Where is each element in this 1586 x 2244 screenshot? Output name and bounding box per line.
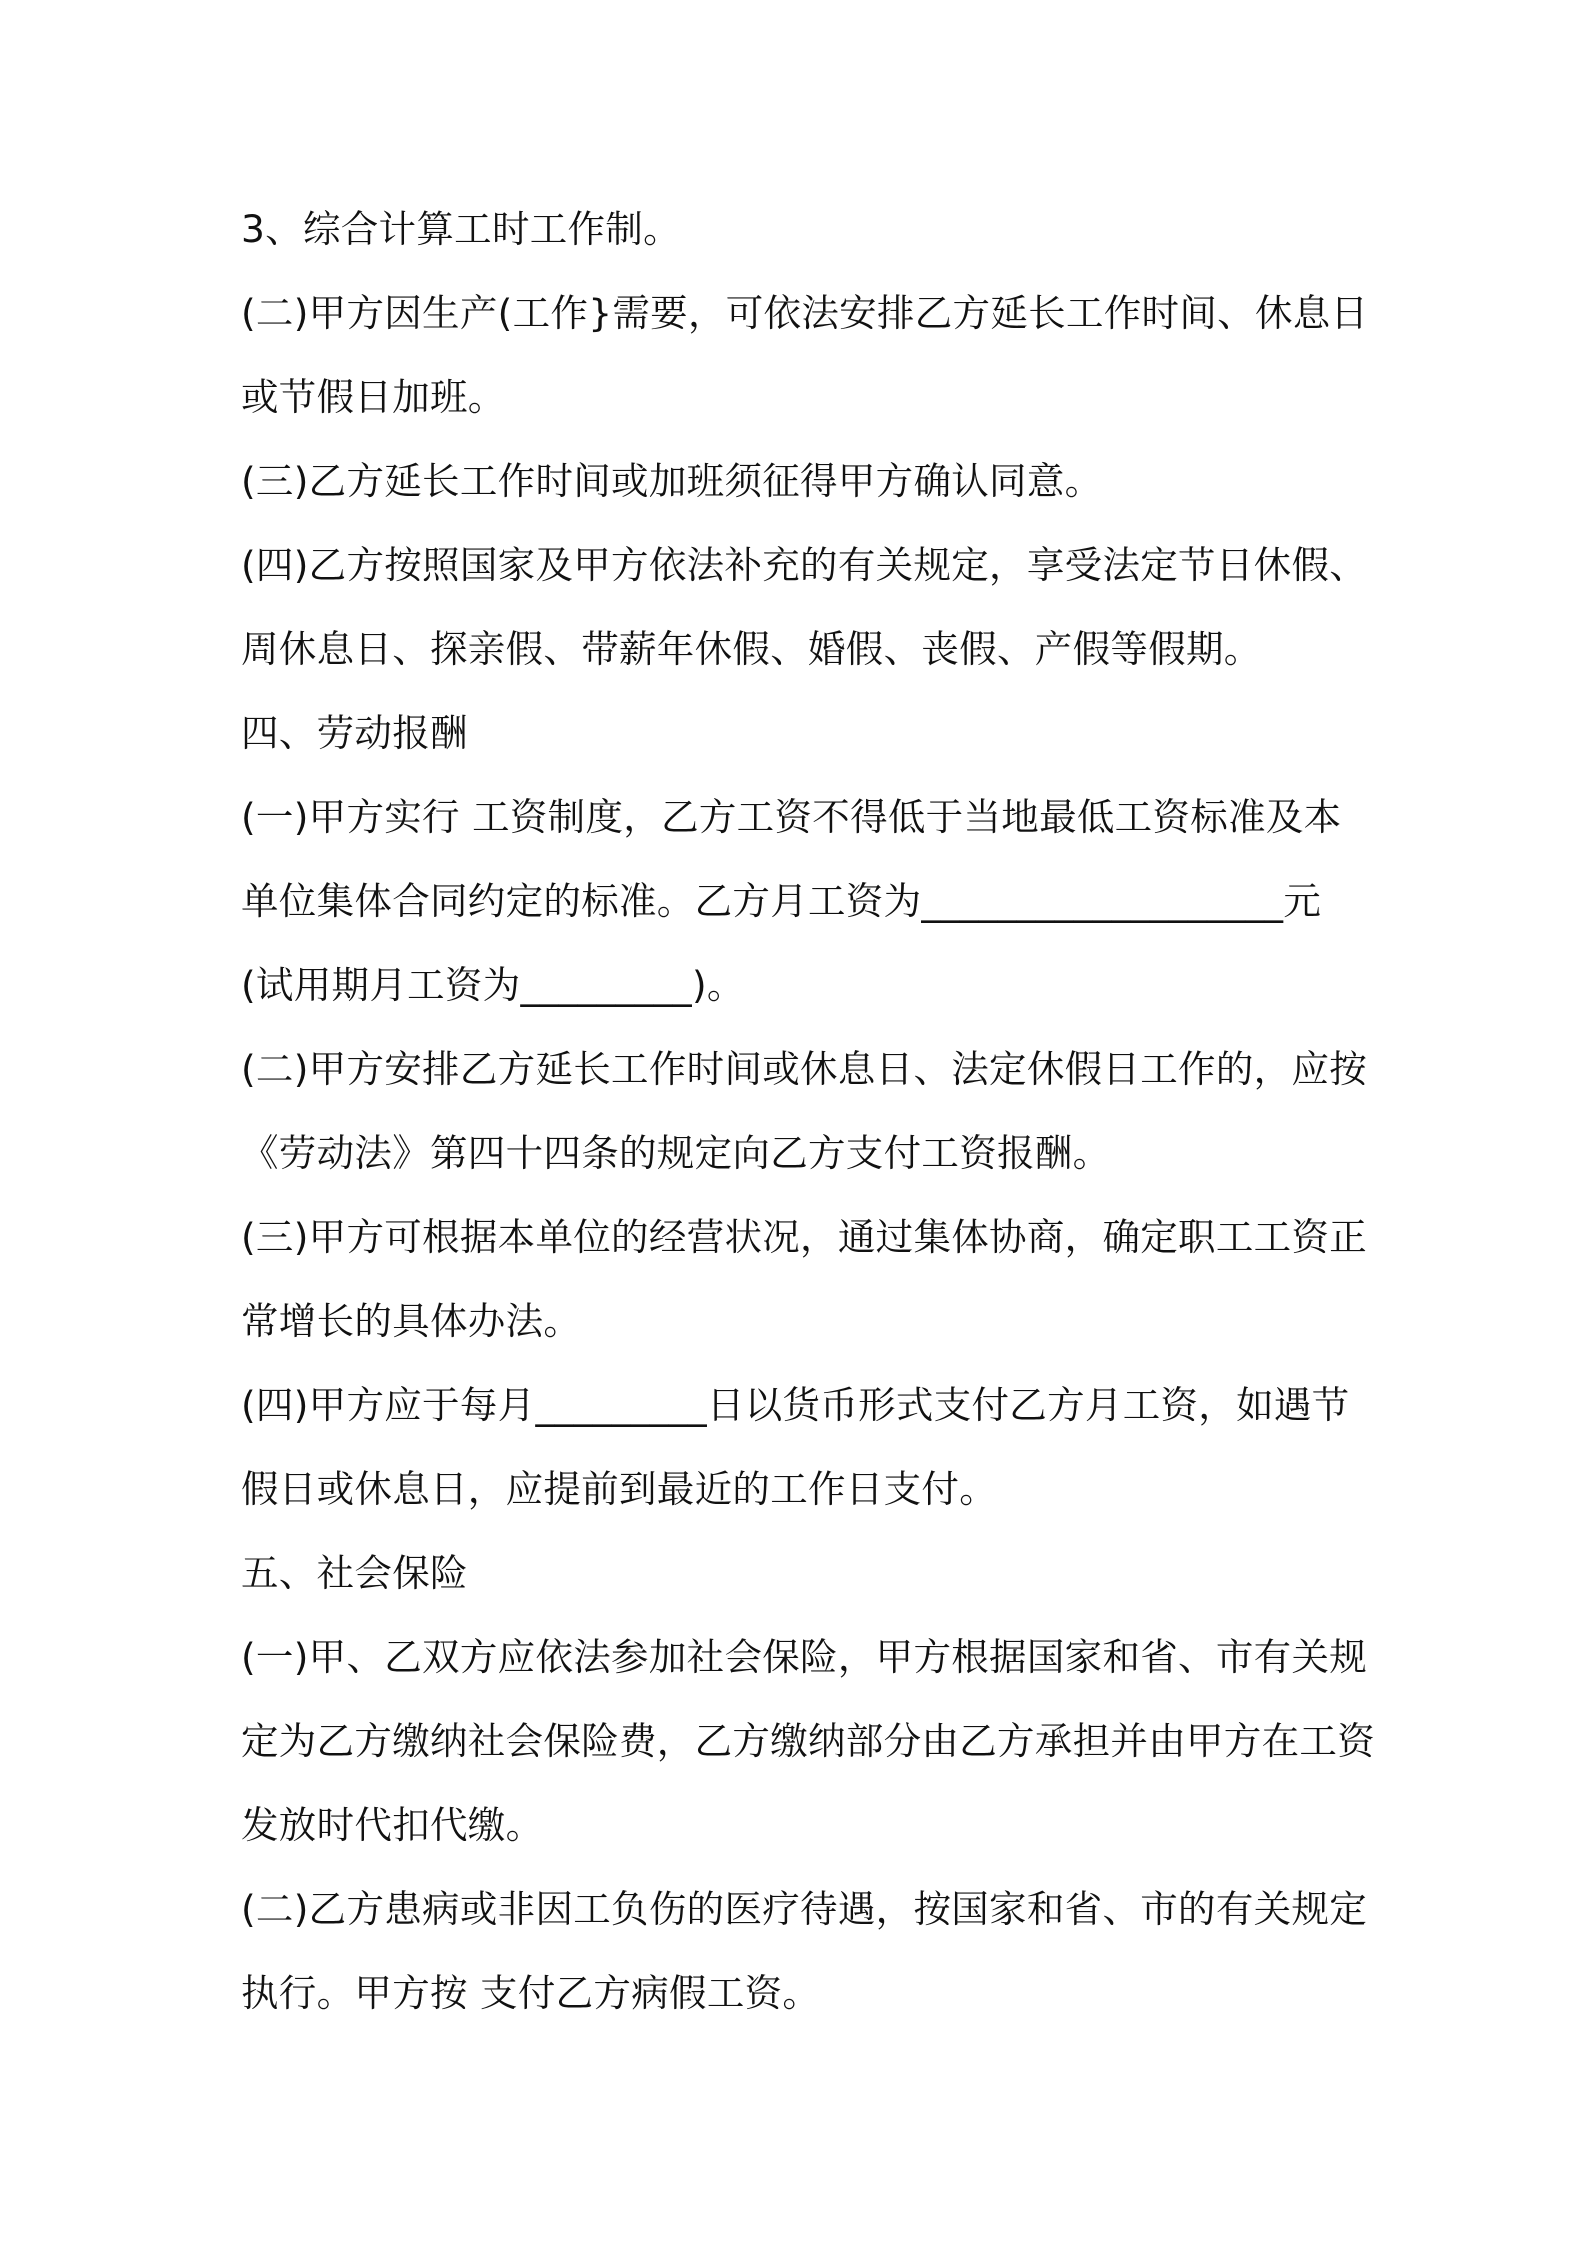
doc-line: 执行。甲方按 支付乙方病假工资。 bbox=[241, 1971, 821, 2015]
doc-line: (二)甲方因生产(工作}需要，可依法安排乙方延长工作时间、休息日 bbox=[241, 291, 1369, 335]
doc-line: 周休息日、探亲假、带薪年休假、婚假、丧假、产假等假期。 bbox=[241, 627, 1262, 671]
doc-line: 单位集体合同约定的标准。乙方月工资为___________________元 bbox=[241, 879, 1322, 923]
section-heading: 五、社会保险 bbox=[241, 1551, 468, 1595]
doc-line: (三)乙方延长工作时间或加班须征得甲方确认同意。 bbox=[241, 459, 1103, 503]
doc-line: (四)甲方应于每月_________日以货币形式支付乙方月工资，如遇节 bbox=[241, 1383, 1350, 1427]
doc-line: (一)甲、乙双方应依法参加社会保险，甲方根据国家和省、市有关规 bbox=[241, 1635, 1368, 1679]
doc-line: (四)乙方按照国家及甲方依法补充的有关规定，享受法定节日休假、 bbox=[241, 543, 1368, 587]
doc-line: 发放时代扣代缴。 bbox=[241, 1803, 544, 1847]
doc-line: (三)甲方可根据本单位的经营状况，通过集体协商，确定职工工资正 bbox=[241, 1215, 1368, 1259]
doc-line: (二)乙方患病或非因工负伤的医疗待遇，按国家和省、市的有关规定 bbox=[241, 1887, 1368, 1931]
doc-line: (二)甲方安排乙方延长工作时间或休息日、法定休假日工作的，应按 bbox=[241, 1047, 1368, 1091]
doc-line: (试用期月工资为_________)。 bbox=[241, 963, 745, 1007]
section-heading: 四、劳动报酬 bbox=[241, 711, 468, 755]
doc-line: 或节假日加班。 bbox=[241, 375, 506, 419]
doc-line: 3、综合计算工时工作制。 bbox=[241, 207, 681, 251]
doc-line: 假日或休息日，应提前到最近的工作日支付。 bbox=[241, 1467, 997, 1511]
doc-line: 定为乙方缴纳社会保险费，乙方缴纳部分由乙方承担并由甲方在工资 bbox=[241, 1719, 1375, 1763]
doc-line: 常增长的具体办法。 bbox=[241, 1299, 582, 1343]
doc-line: (一)甲方实行 工资制度，乙方工资不得低于当地最低工资标准及本 bbox=[241, 795, 1342, 839]
doc-line: 《劳动法》第四十四条的规定向乙方支付工资报酬。 bbox=[241, 1131, 1111, 1175]
